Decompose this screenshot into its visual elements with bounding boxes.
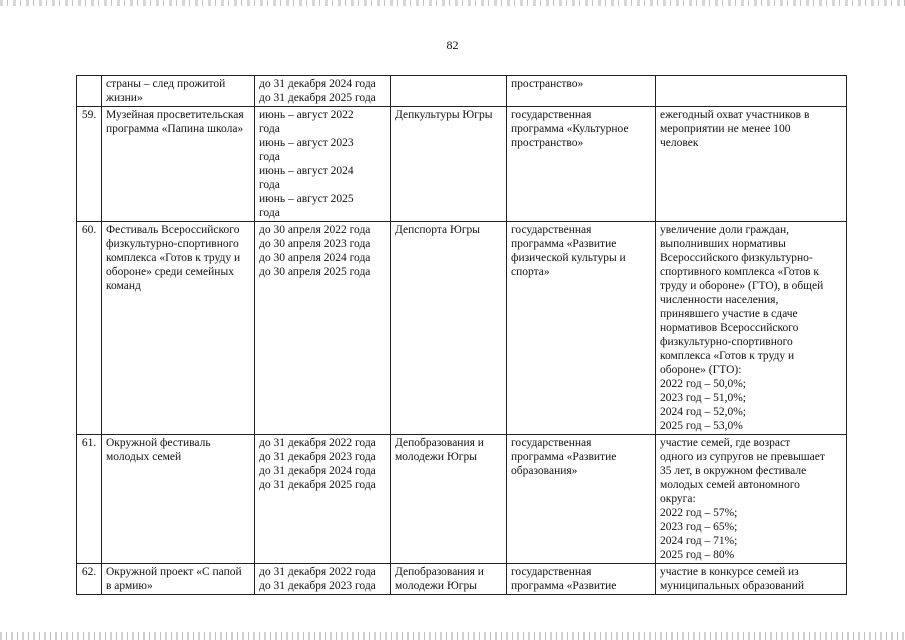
cell-text-line: пространство» (511, 137, 584, 149)
state-program-cell (507, 435, 656, 564)
cell-text-line: 2024 год – 52,0%; (660, 406, 746, 418)
cell-text-line: труду и обороне» (ГТО), в общей (660, 280, 824, 292)
cell-text-line: обороне» среди семейных (106, 266, 234, 278)
cell-text-line: до 31 декабря 2023 года (259, 580, 376, 592)
responsible-executor-cell (391, 564, 507, 595)
cell-text-line: года (259, 123, 280, 135)
indicator-cell (656, 222, 847, 435)
deadline-cell (255, 222, 391, 435)
cell-text: 61. (81, 437, 97, 449)
cell-text-line: до 30 апреля 2023 года (259, 238, 371, 250)
cell-text: 60. (81, 224, 97, 236)
cell-text-line: 2022 год – 57%; (660, 507, 738, 519)
event-name-cell (102, 76, 255, 107)
cell-text-line: физкультурно-спортивного (660, 336, 793, 348)
cell-text-line: государственная (511, 109, 592, 121)
cell-text-line: участие семей, где возраст (660, 437, 791, 449)
indicator-cell (656, 435, 847, 564)
scan-edge-top (0, 0, 905, 6)
cell-text-line: Фестиваль Всероссийского (106, 224, 240, 236)
indicator-cell (656, 107, 847, 222)
event-name-cell (102, 222, 255, 435)
measures-table (76, 75, 847, 595)
cell-text-line: Музейная просветительская (106, 109, 244, 121)
cell-text-line: жизни» (106, 92, 143, 104)
scan-edge-bottom (0, 632, 905, 640)
cell-text-line: года (259, 207, 280, 219)
state-program-cell (507, 107, 656, 222)
cell-text-line: 2023 год – 65%; (660, 521, 738, 533)
cell-text-line: принявшего участие в сдаче (660, 308, 798, 320)
cell-text-line: 2025 год – 53,0% (660, 420, 743, 432)
indicator-cell (656, 564, 847, 595)
cell-text: 62. (81, 566, 97, 578)
cell-text: 59. (81, 109, 97, 121)
cell-text-line: до 31 декабря 2022 года (259, 566, 376, 578)
cell-text-line: молодежи Югры (395, 451, 477, 463)
cell-text-line: до 31 декабря 2024 года (259, 465, 376, 477)
cell-text-line: Окружной фестиваль (106, 437, 211, 449)
responsible-executor-cell (391, 435, 507, 564)
cell-text-line: 2023 год – 51,0%; (660, 392, 746, 404)
table-row (77, 222, 847, 435)
cell-text-line: численности населения, (660, 294, 779, 306)
cell-text-line: Депобразования и (395, 437, 484, 449)
cell-text-line: одного из супругов не превышает (660, 451, 825, 463)
deadline-cell (255, 76, 391, 107)
state-program-cell (507, 76, 656, 107)
cell-text-line: до 30 апреля 2025 года (259, 266, 371, 278)
cell-text-line: до 31 декабря 2023 года (259, 451, 376, 463)
cell-text-line: участие в конкурсе семей из (660, 566, 799, 578)
cell-text-line: до 30 апреля 2024 года (259, 252, 371, 264)
cell-text-line: программа «Развитие (511, 580, 617, 592)
state-program-cell (507, 564, 656, 595)
table-row (77, 76, 847, 107)
event-name-cell (102, 435, 255, 564)
row-number-cell (77, 107, 102, 222)
cell-text-line: государственная (511, 566, 592, 578)
cell-text-line: ежегодный охват участников в (660, 109, 810, 121)
cell-text-line: Депкультуры Югры (395, 109, 493, 121)
event-name-cell (102, 107, 255, 222)
cell-text-line: комплекса «Готов к труду и (106, 252, 241, 264)
cell-text-line: программа «Культурное (511, 123, 629, 135)
deadline-cell (255, 564, 391, 595)
cell-text-line: июнь – август 2022 (259, 109, 354, 121)
cell-text-line: спорта» (511, 266, 550, 278)
cell-text-line: физической культуры и (511, 252, 626, 264)
cell-text-line: молодых семей автономного (660, 479, 800, 491)
cell-text-line: Всероссийского физкультурно- (660, 252, 813, 264)
row-number-cell (77, 222, 102, 435)
cell-text-line: Депспорта Югры (395, 224, 481, 236)
cell-text-line: мероприятии не менее 100 (660, 123, 791, 135)
cell-text-line: молодых семей (106, 451, 182, 463)
cell-text-line: Окружной проект «С папой (106, 566, 242, 578)
event-name-cell (102, 564, 255, 595)
cell-text-line: программа «Развитие (511, 451, 617, 463)
cell-text-line: 35 лет, в окружном фестивале (660, 465, 807, 477)
cell-text-line: государственная (511, 437, 592, 449)
cell-text-line: программа «Папина школа» (106, 123, 244, 135)
row-number-cell (77, 76, 102, 107)
cell-text-line: до 31 декабря 2025 года (259, 92, 376, 104)
table-row (77, 564, 847, 595)
responsible-executor-cell (391, 222, 507, 435)
table-row (77, 107, 847, 222)
indicator-cell (656, 76, 847, 107)
cell-text-line: увеличение доли граждан, (660, 224, 790, 236)
cell-text-line: округа: (660, 493, 696, 505)
row-number-cell (77, 435, 102, 564)
cell-text-line: выполнивших нормативы (660, 238, 786, 250)
cell-text-line: физкультурно-спортивного (106, 238, 239, 250)
cell-text-line: команд (106, 280, 141, 292)
cell-text-line: до 31 декабря 2024 года (259, 78, 376, 90)
cell-text-line: молодежи Югры (395, 580, 477, 592)
table-row (77, 435, 847, 564)
cell-text-line: нормативов Всероссийского (660, 322, 799, 334)
cell-text-line: 2022 год – 50,0%; (660, 378, 746, 390)
cell-text-line: обороне» (ГТО): (660, 364, 742, 376)
cell-text-line: комплекса «Готов к труду и (660, 350, 795, 362)
cell-text-line: года (259, 179, 280, 191)
cell-text-line: страны – след прожитой (106, 78, 226, 90)
cell-text-line: Депобразования и (395, 566, 484, 578)
deadline-cell (255, 107, 391, 222)
responsible-executor-cell (391, 76, 507, 107)
cell-text-line: июнь – август 2024 (259, 165, 354, 177)
page-number: 82 (446, 38, 459, 52)
cell-text-line: муниципальных образований (660, 580, 805, 592)
state-program-cell (507, 222, 656, 435)
cell-text-line: государственная (511, 224, 592, 236)
responsible-executor-cell (391, 107, 507, 222)
cell-text-line: программа «Развитие (511, 238, 617, 250)
cell-text-line: пространство» (511, 78, 584, 90)
cell-text-line: человек (660, 137, 699, 149)
cell-text-line: 2025 год – 80% (660, 549, 735, 561)
cell-text-line: спортивного комплекса «Готов к (660, 266, 820, 278)
cell-text-line: июнь – август 2025 (259, 193, 354, 205)
cell-text-line: до 31 декабря 2025 года (259, 479, 376, 491)
cell-text-line: 2024 год – 71%; (660, 535, 738, 547)
deadline-cell (255, 435, 391, 564)
row-number-cell (77, 564, 102, 595)
cell-text-line: июнь – август 2023 (259, 137, 354, 149)
cell-text-line: до 31 декабря 2022 года (259, 437, 376, 449)
cell-text-line: образования» (511, 465, 578, 477)
cell-text-line: в армию» (106, 580, 153, 592)
cell-text-line: года (259, 151, 280, 163)
cell-text-line: до 30 апреля 2022 года (259, 224, 371, 236)
